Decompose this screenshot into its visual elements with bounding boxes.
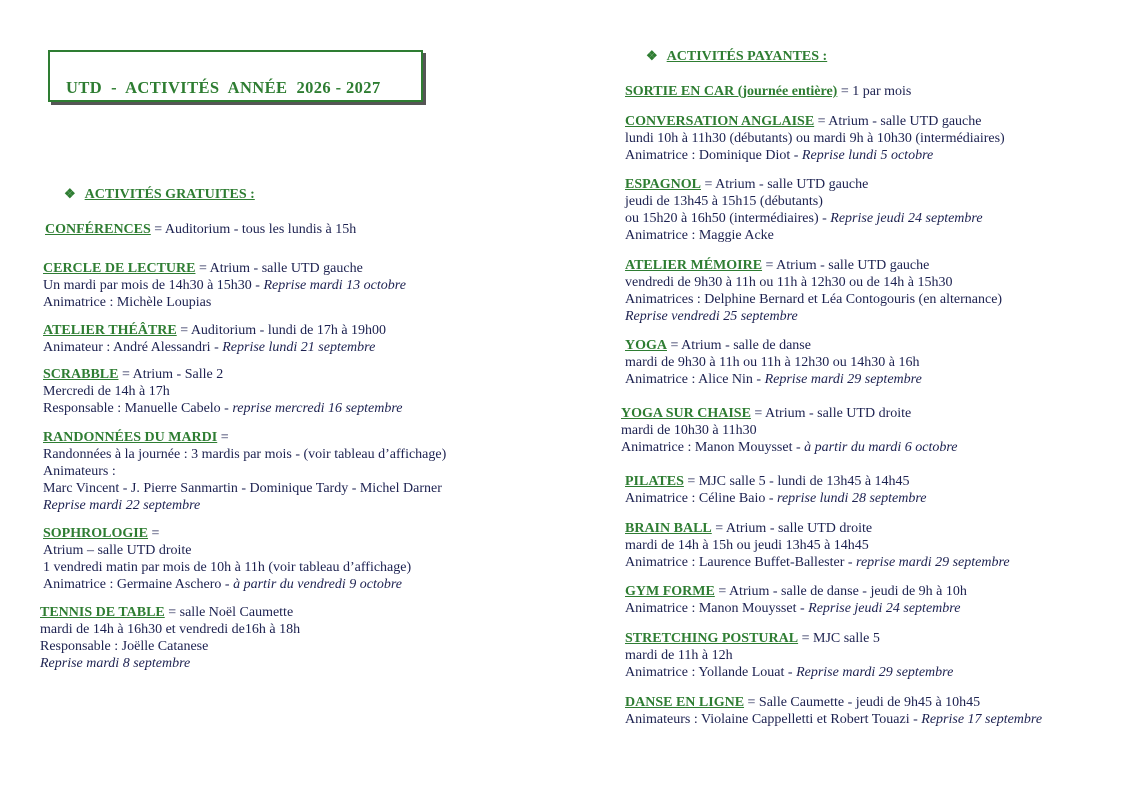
activity-detail-line: mardi de 14h à 16h30 et vendredi de16h à 18h	[40, 622, 301, 637]
activity-detail-line: Marc Vincent - J. Pierre Sanmartin - Dominique Tardy - Michel Darner	[43, 481, 442, 496]
activity-location: = Salle Caumette - jeudi de 9h45 à 10h45	[744, 695, 981, 710]
activity-entry	[625, 176, 983, 244]
activity-location: = Atrium - Salle 2	[118, 367, 224, 382]
activity-location: = Atrium - salle UTD droite	[711, 521, 873, 536]
activity-entry	[625, 113, 1005, 164]
activity-entry	[625, 583, 967, 617]
activity-location: = Atrium - salle UTD gauche	[762, 258, 930, 273]
activity-detail-line: Animatrice : Manon Mouysset - Reprise jeudi 24 septembre	[625, 601, 961, 616]
activity-entry	[625, 337, 922, 388]
activity-entry	[43, 260, 406, 311]
activity-name: ESPAGNOL	[625, 177, 701, 192]
activity-detail-line: Un mardi par mois de 14h30 à 15h30 - Reprise mardi 13 octobre	[43, 278, 406, 293]
activity-detail-line: mardi de 14h à 15h ou jeudi 13h45 à 14h45	[625, 538, 869, 553]
activity-detail-line: mardi de 9h30 à 11h ou 11h à 12h30 ou 14h30 à 16h	[625, 355, 920, 370]
activity-location: = MJC salle 5 - lundi de 13h45 à 14h45	[683, 474, 910, 489]
activity-location: = Auditorium - lundi de 17h à 19h00	[176, 323, 387, 338]
activity-location: =	[217, 430, 229, 445]
resume-date: Reprise mardi 22 septembre	[43, 498, 201, 513]
activity-entry	[45, 221, 356, 238]
page-title: UTD - ACTIVITÉS ANNÉE 2026 - 2027	[66, 78, 381, 97]
activity-detail-line: lundi 10h à 11h30 (débutants) ou mardi 9h à 10h30 (intermédiaires)	[625, 131, 1005, 146]
activity-detail-line: 1 vendredi matin par mois de 10h à 11h (voir tableau d’affichage)	[43, 560, 412, 575]
activity-detail-line: mardi de 11h à 12h	[625, 648, 733, 663]
activity-name: DANSE EN LIGNE	[625, 695, 745, 710]
activity-location: = Atrium - salle UTD gauche	[700, 177, 869, 192]
activity-detail-line: Responsable : Joëlle Catanese	[40, 639, 209, 654]
activity-entry	[625, 83, 911, 100]
activity-entry	[625, 473, 926, 507]
activity-location: = MJC salle 5	[798, 631, 880, 646]
resume-date: à partir du mardi 6 octobre	[804, 440, 958, 455]
activity-detail-line: Animateurs :	[43, 464, 116, 479]
resume-date: Reprise vendredi 25 septembre	[625, 309, 798, 324]
activity-name: TENNIS DE TABLE	[40, 605, 165, 620]
section-free-heading: ❖ ACTIVITÉS GRATUITES :	[64, 186, 255, 202]
activity-entry	[43, 525, 411, 593]
activity-detail-line: Atrium – salle UTD droite	[43, 543, 192, 558]
activity-location: = 1 par mois	[837, 84, 912, 99]
activity-detail-line: ou 15h20 à 16h50 (intermédiaires) - Reprise jeudi 24 septembre	[625, 211, 983, 226]
activity-entry	[621, 405, 958, 456]
activity-detail-line: Responsable : Manuelle Cabelo - reprise mercredi 16 septembre	[43, 401, 403, 416]
activity-detail-line: Animatrice : Céline Baio - reprise lundi 28 septembre	[625, 491, 927, 506]
activity-entry	[40, 604, 300, 672]
resume-date: Reprise lundi 21 septembre	[222, 340, 376, 355]
activity-detail-line: Animatrice : Maggie Acke	[625, 228, 774, 243]
activity-name: YOGA SUR CHAISE	[621, 406, 751, 421]
activity-detail-line	[40, 655, 300, 672]
activity-entry	[43, 322, 386, 356]
activity-detail-line: vendredi de 9h30 à 11h ou 11h à 12h30 ou de 14h à 15h30	[625, 275, 953, 290]
activity-detail-line: Animatrice : Laurence Buffet-Ballester - reprise mardi 29 septembre	[625, 555, 1010, 570]
resume-date: Reprise jeudi 24 septembre	[808, 601, 961, 616]
activity-detail-line: Animatrices : Delphine Bernard et Léa Contogouris (en alternance)	[625, 292, 1003, 307]
activity-entry	[43, 429, 446, 514]
activity-detail-line: jeudi de 13h45 à 15h15 (débutants)	[625, 194, 823, 209]
activity-location: = Atrium - salle UTD gauche	[195, 261, 363, 276]
activity-detail-line: Animateurs : Violaine Cappelletti et Robert Touazi - Reprise 17 septembre	[625, 712, 1043, 727]
title-box	[48, 50, 423, 102]
activity-detail-line: mardi de 10h30 à 11h30	[621, 423, 757, 438]
activity-entry	[43, 366, 403, 417]
activity-detail-line: Mercredi de 14h à 17h	[43, 384, 170, 399]
activity-location: = Atrium - salle de danse - jeudi de 9h à 10h	[714, 584, 967, 599]
activity-name: CERCLE DE LECTURE	[43, 261, 196, 276]
resume-date: Reprise jeudi 24 septembre	[830, 211, 983, 226]
activity-detail-line: Animatrice : Alice Nin - Reprise mardi 29 septembre	[625, 372, 922, 387]
activity-name: PILATES	[625, 474, 684, 489]
activity-name: YOGA	[625, 338, 667, 353]
resume-date: reprise mardi 29 septembre	[856, 555, 1010, 570]
activity-location: = Auditorium - tous les lundis à 15h	[150, 222, 357, 237]
activity-detail-line: Randonnées à la journée : 3 mardis par mois - (voir tableau d’affichage)	[43, 447, 447, 462]
activity-name: GYM FORME	[625, 584, 715, 599]
activity-entry	[625, 257, 1002, 325]
activity-detail-line	[43, 497, 446, 514]
activity-name: SOPHROLOGIE	[43, 526, 149, 541]
resume-date: à partir du vendredi 9 octobre	[233, 577, 402, 592]
activity-detail-line: Animatrice : Germaine Aschero - à partir du vendredi 9 octobre	[43, 577, 402, 592]
activity-name: CONVERSATION ANGLAISE	[625, 114, 815, 129]
activity-location: = salle Noël Caumette	[164, 605, 294, 620]
activity-detail-line: Animatrice : Dominique Diot - Reprise lundi 5 octobre	[625, 148, 934, 163]
activity-detail-line: Animatrice : Manon Mouysset - à partir du mardi 6 octobre	[621, 440, 958, 455]
activity-name: SORTIE EN CAR (journée entière)	[625, 84, 838, 99]
resume-date: Reprise 17 septembre	[921, 712, 1043, 727]
resume-date: Reprise mardi 29 septembre	[764, 372, 922, 387]
resume-date: Reprise mardi 29 septembre	[796, 665, 954, 680]
resume-date: reprise lundi 28 septembre	[777, 491, 927, 506]
activity-detail-line: Animatrice : Michèle Loupias	[43, 295, 212, 310]
activity-location: = Atrium - salle UTD droite	[750, 406, 912, 421]
activity-location: =	[148, 526, 160, 541]
activity-detail-line	[625, 308, 1002, 325]
activity-entry	[625, 520, 1010, 571]
resume-date: reprise mercredi 16 septembre	[232, 401, 403, 416]
activity-entry	[625, 694, 1042, 728]
diamond-bullet-icon: ❖	[64, 186, 76, 201]
activity-name: ATELIER THÉÂTRE	[43, 323, 177, 338]
activity-name: ATELIER MÉMOIRE	[625, 258, 763, 273]
activity-name: RANDONNÉES DU MARDI	[43, 430, 218, 445]
activity-name: CONFÉRENCES	[45, 222, 151, 237]
activity-location: = Atrium - salle de danse	[667, 338, 811, 353]
activity-name: SCRABBLE	[43, 367, 119, 382]
activity-name: STRETCHING POSTURAL	[625, 631, 799, 646]
resume-date: Reprise mardi 8 septembre	[40, 656, 191, 671]
section-paid-heading: ❖ ACTIVITÉS PAYANTES :	[646, 48, 828, 64]
activity-detail-line: Animatrice : Yollande Louat - Reprise mardi 29 septembre	[625, 665, 954, 680]
activity-location: = Atrium - salle UTD gauche	[814, 114, 982, 129]
activity-entry	[625, 630, 953, 681]
resume-date: Reprise mardi 13 octobre	[263, 278, 406, 293]
resume-date: Reprise lundi 5 octobre	[801, 148, 934, 163]
diamond-bullet-icon: ❖	[646, 48, 658, 63]
activity-detail-line: Animateur : André Alessandri - Reprise lundi 21 septembre	[43, 340, 376, 355]
activity-name: BRAIN BALL	[625, 521, 712, 536]
